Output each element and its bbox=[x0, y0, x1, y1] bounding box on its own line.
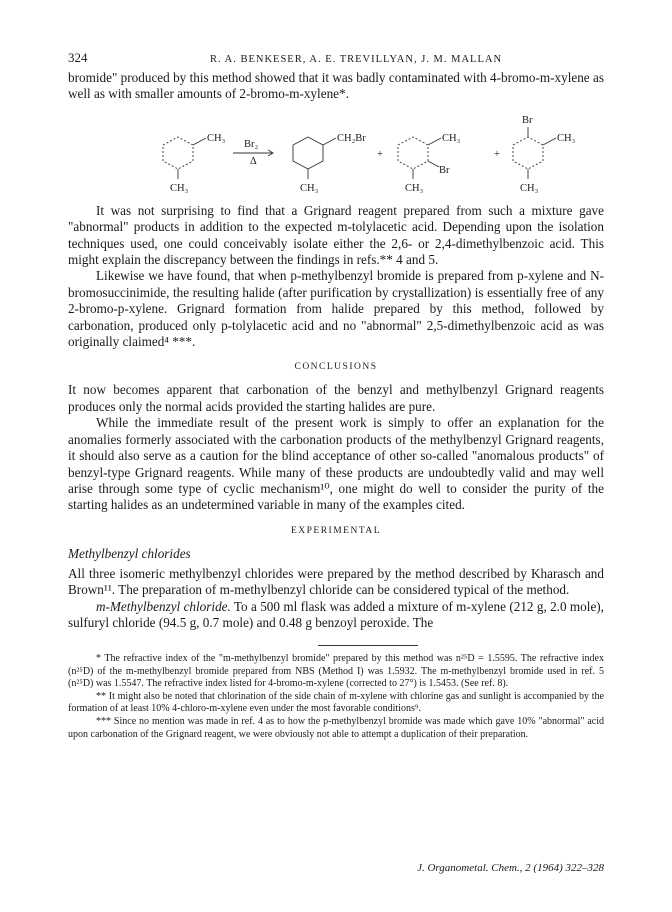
procedure-lead: m-Methylbenzyl chloride. bbox=[96, 598, 231, 614]
experimental-heading: EXPERIMENTAL bbox=[290, 525, 382, 536]
s3-top-group: CH₃ bbox=[442, 132, 461, 144]
journal-reference: J. Organometal. Chem., 2 (1964) 322–328 bbox=[417, 862, 604, 874]
footnote-1: * The refractive index of the "m-methylbenzyl bromide" prepared by this method was n²⁵D = 1.5595. The refractive index (n²⁵D) of the m-methylbenzyl bromide prepared from NBS (Method I) was 1.5932. The m-methylbenzyl bromide used in ref. 5 (n²⁵D) was 1.5547. The refractive index listed for 4-bromo-m-xylene (corrected to 27°) is 1.5453. (See ref. 8). bbox=[68, 653, 604, 689]
page-number: 324 bbox=[68, 50, 88, 65]
experimental-paragraph-2 bbox=[68, 599, 604, 632]
s3-bottom-group: CH₃ bbox=[405, 182, 424, 194]
s1-top-group: CH₃ bbox=[207, 132, 226, 144]
discussion-paragraph-1: It was not surprising to find that a Grignard reagent prepared from such a mixture gave "abnormal" products in addition to the expected m-tolylacetic acid. Depending upon the isolation techniques used, one could conceivably isolate either the 2,6- or 2,4-dimethylbenzoic acid. This might explain the discrepancy between the findings in refs.** 4 and 5. bbox=[68, 202, 604, 268]
s4-top-group: CH₃ bbox=[557, 132, 576, 144]
s1-bottom-group: CH₃ bbox=[170, 182, 189, 194]
experimental-paragraph-1: All three isomeric methylbenzyl chlorides were prepared by the method described by Kharasch and Brown¹¹. The preparation of m-methylbenzyl chloride can be considered typical of the method. bbox=[68, 565, 604, 598]
reaction-scheme-drawing bbox=[68, 107, 604, 195]
reagent-bottom: Δ bbox=[250, 155, 257, 167]
intro-paragraph: bromide" produced by this method showed that it was badly contaminated with 4-bromo-m-xylene as well as with smaller amounts of 2-bromo-m-xylene*. bbox=[68, 70, 604, 102]
footnote-3: *** Since no mention was made in ref. 4 as to how the p-methylbenzyl bromide was made which gave 10% "abnormal" acid upon carbonation of the Grignard reagent, we were obviously not able to attempt a duplication of their preparation. bbox=[68, 716, 604, 740]
procedure-text: To a 500 ml flask was added a mixture of m-xylene (212 g, 2.0 mole), sulfuryl chloride (94.5 g, 0.7 mole) and 0.48 g benzoyl peroxide. The bbox=[68, 598, 604, 630]
page-body bbox=[68, 50, 604, 742]
footnotes bbox=[68, 645, 604, 740]
experimental-subheading: Methylbenzyl chlorides bbox=[68, 545, 191, 561]
s2-bottom-group: CH₃ bbox=[300, 182, 319, 194]
reaction-scheme bbox=[68, 107, 604, 195]
s4-above-group: Br bbox=[522, 114, 533, 126]
s3-side-group: Br bbox=[439, 164, 450, 176]
running-header bbox=[68, 50, 604, 70]
running-authors: R. A. BENKESER, A. E. TREVILLYAN, J. M. MALLAN bbox=[209, 54, 503, 65]
conclusions-heading: CONCLUSIONS bbox=[294, 362, 378, 373]
plus-1: + bbox=[377, 148, 383, 160]
reagent-top: Br₂ bbox=[244, 138, 259, 150]
discussion-paragraph-2: Likewise we have found, that when p-methylbenzyl bromide is prepared from p-xylene and N-bromosuccinimide, the resulting halide (after purification by crystallization) is essentially free of any 2-bromo-p-xylene. Grignard formation from halide prepared by this method, followed by carbonation, produced only p-tolylacetic acid and no "abnormal" 2,5-dimethylbenzoic acid as was originally claimed⁴ ***. bbox=[68, 268, 604, 350]
conclusions-paragraph-2: While the immediate result of the present work is simply to offer an explanation for the anomalies formerly associated with the carbonation products of the methylbenzyl Grignard reagents, it should also serve as a caution for the blind acceptance of other so-called "anomalous products" of benzyl-type Grignard reagents. While many of these products are undoubtedly valid and may well arise through some type of cyclic mechanism¹⁰, one might do well to consider the purity of the starting halides as an undetermined variable in many of the examples cited. bbox=[68, 415, 604, 513]
s4-bottom-group: CH₃ bbox=[520, 182, 539, 194]
plus-2: + bbox=[494, 148, 500, 160]
s2-top-group: CH₂Br bbox=[337, 132, 366, 144]
footnote-2: ** It might also be noted that chlorination of the side chain of m-xylene with chlorine gas and sunlight is accompanied by the formation of at least 10% 4-chloro-m-xylene even under the most favorable conditions⁹. bbox=[68, 690, 604, 715]
footnote-rule bbox=[318, 645, 418, 646]
conclusions-paragraph-1: It now becomes apparent that carbonation of the benzyl and methylbenzyl Grignard reagents produces only the normal acids provided the starting halides are pure. bbox=[68, 382, 604, 414]
